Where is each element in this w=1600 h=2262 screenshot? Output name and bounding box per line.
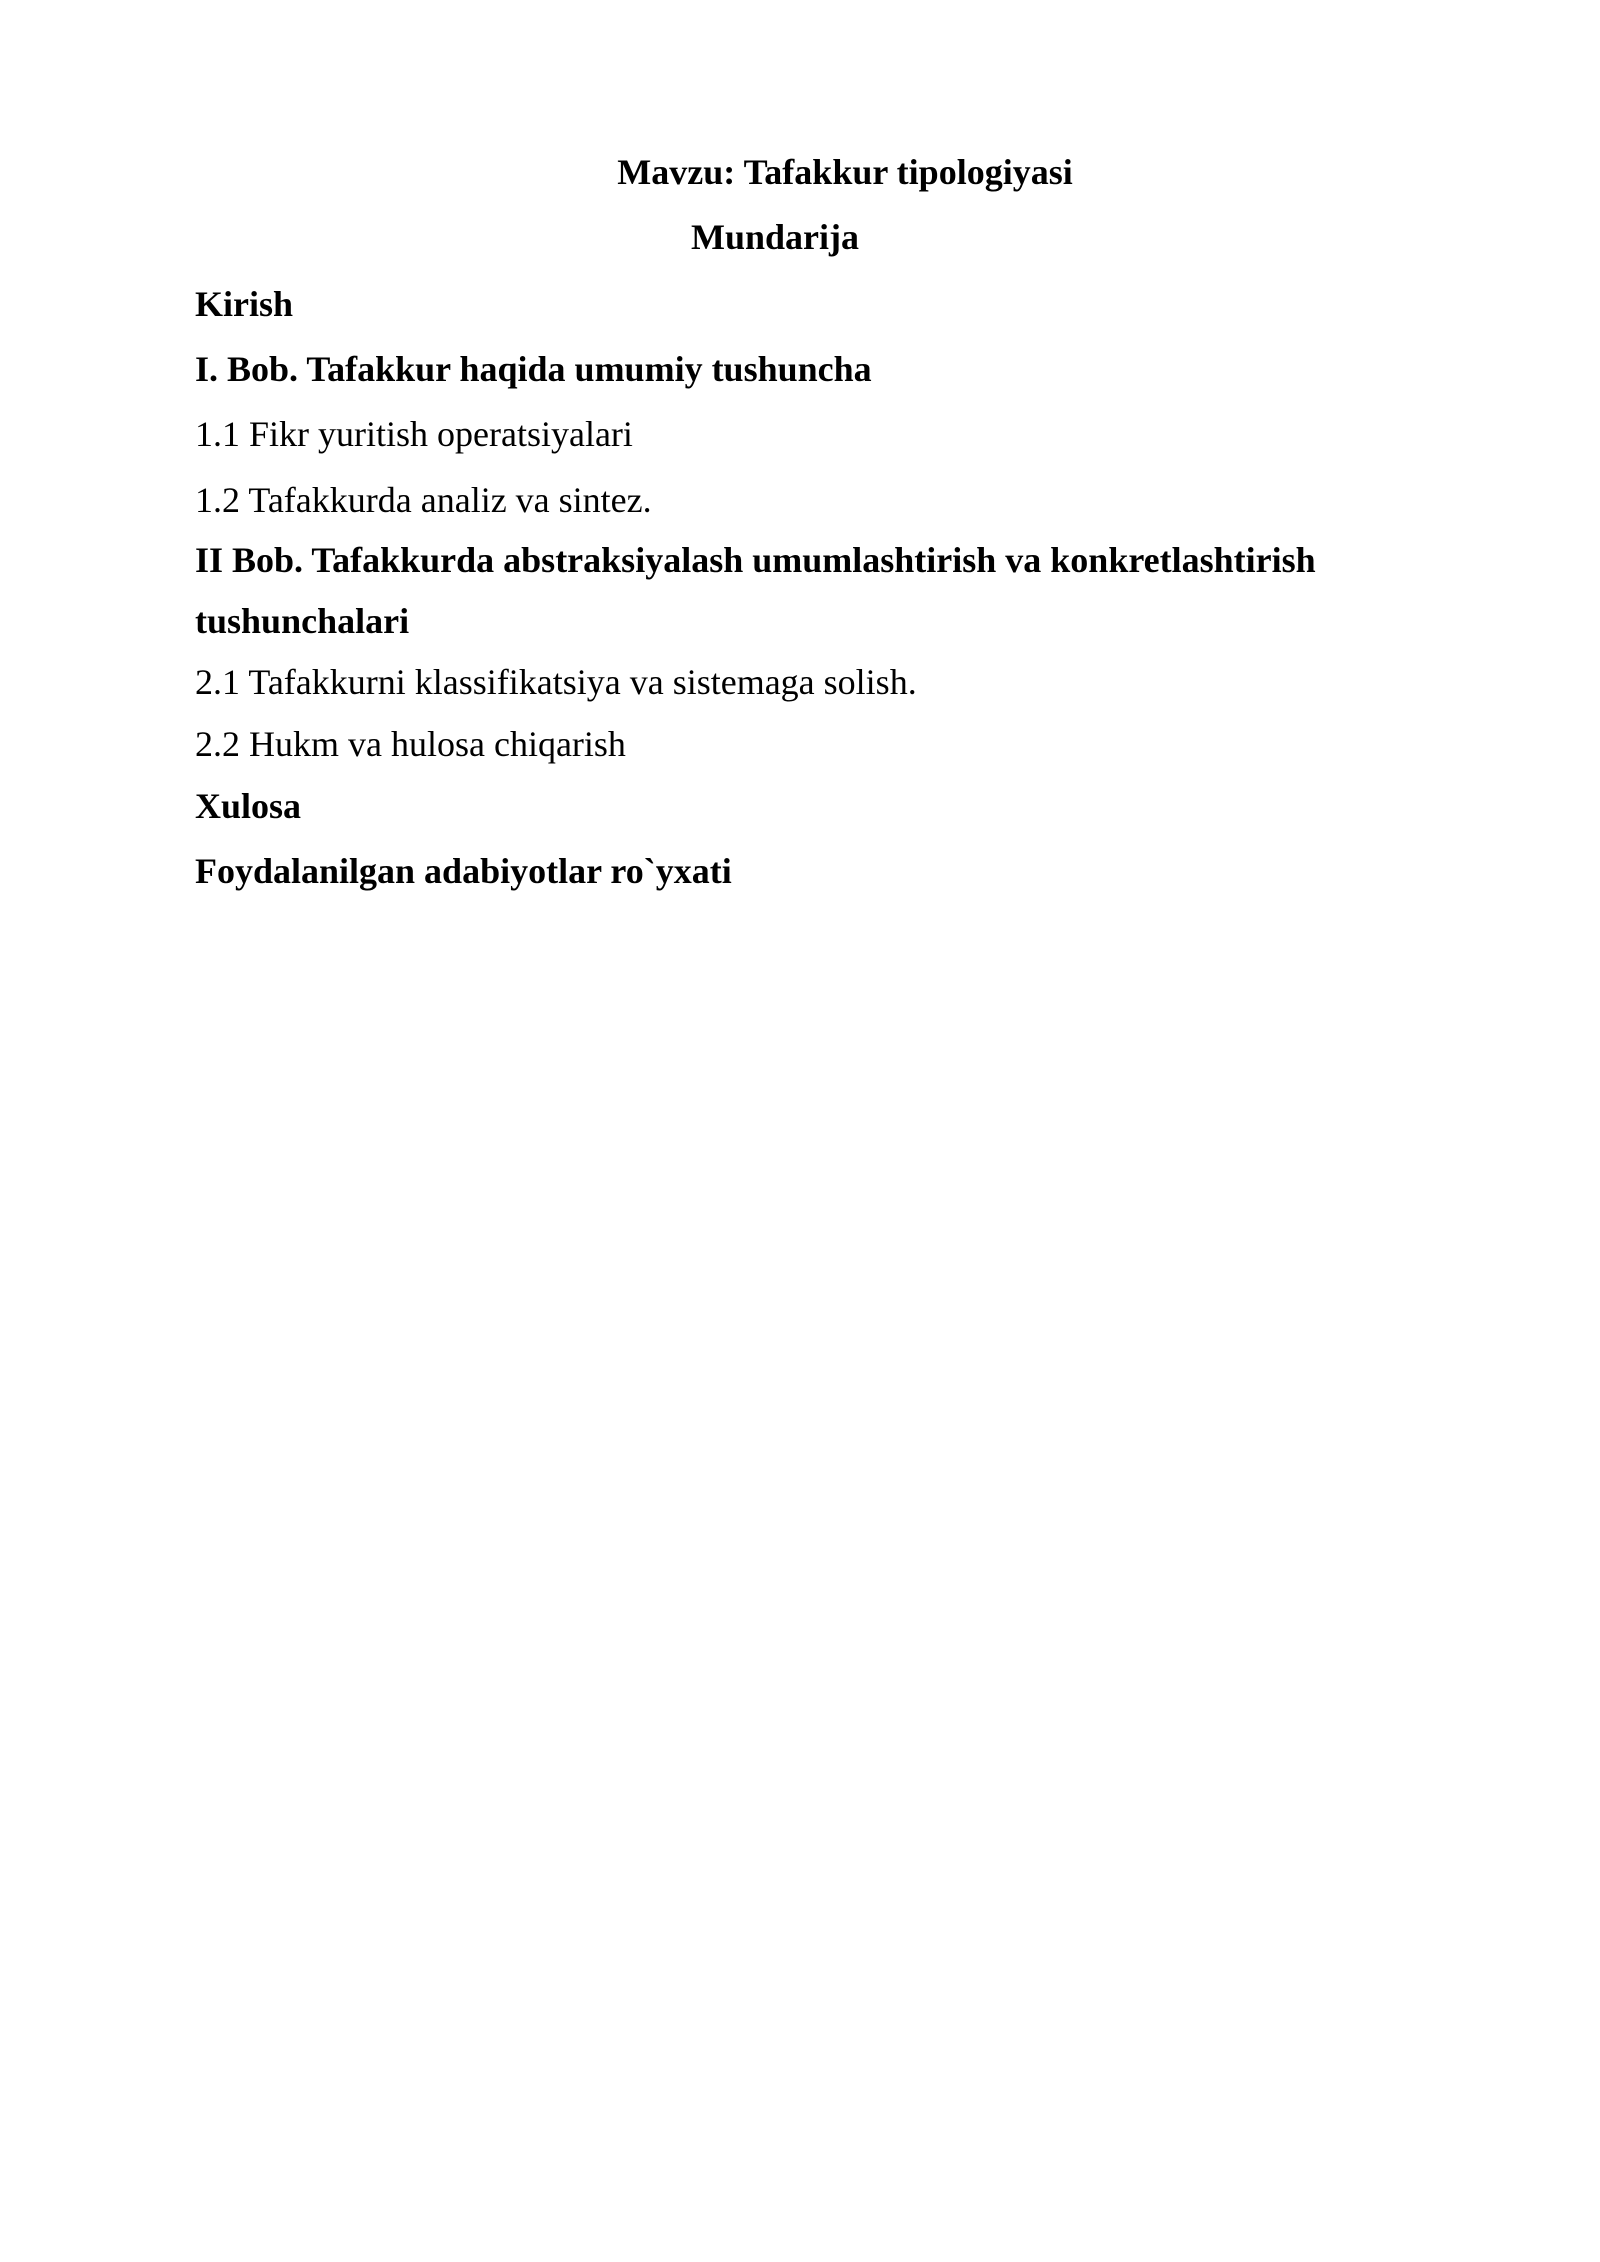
- toc-item-chapter-2: II Bob. Tafakkurda abstraksiyalash umumlashtirish va konkretlashtirish: [195, 540, 1316, 580]
- toc-item-chapter-1: I. Bob. Tafakkur haqida umumiy tushuncha: [195, 349, 872, 389]
- toc-heading: Mundarija: [690, 217, 859, 257]
- toc-item-section-2-2: 2.2 Hukm va hulosa chiqarish: [195, 724, 626, 764]
- toc-item-section-1-1: 1.1 Fikr yuritish operatsiyalari: [195, 414, 633, 454]
- toc-item-xulosa: Xulosa: [195, 786, 302, 826]
- toc-item-section-2-1: 2.1 Tafakkurni klassifikatsiya va sistemaga solish.: [195, 662, 917, 702]
- document-title: Mavzu: Tafakkur tipologiyasi: [617, 152, 1073, 192]
- toc-item-section-1-2: 1.2 Tafakkurda analiz va sintez.: [195, 480, 652, 520]
- toc-item-references: Foydalanilgan adabiyotlar ro`yxati: [195, 851, 732, 891]
- toc-item-chapter-2-cont: tushunchalari: [195, 601, 410, 641]
- toc-item-kirish: Kirish: [195, 284, 294, 324]
